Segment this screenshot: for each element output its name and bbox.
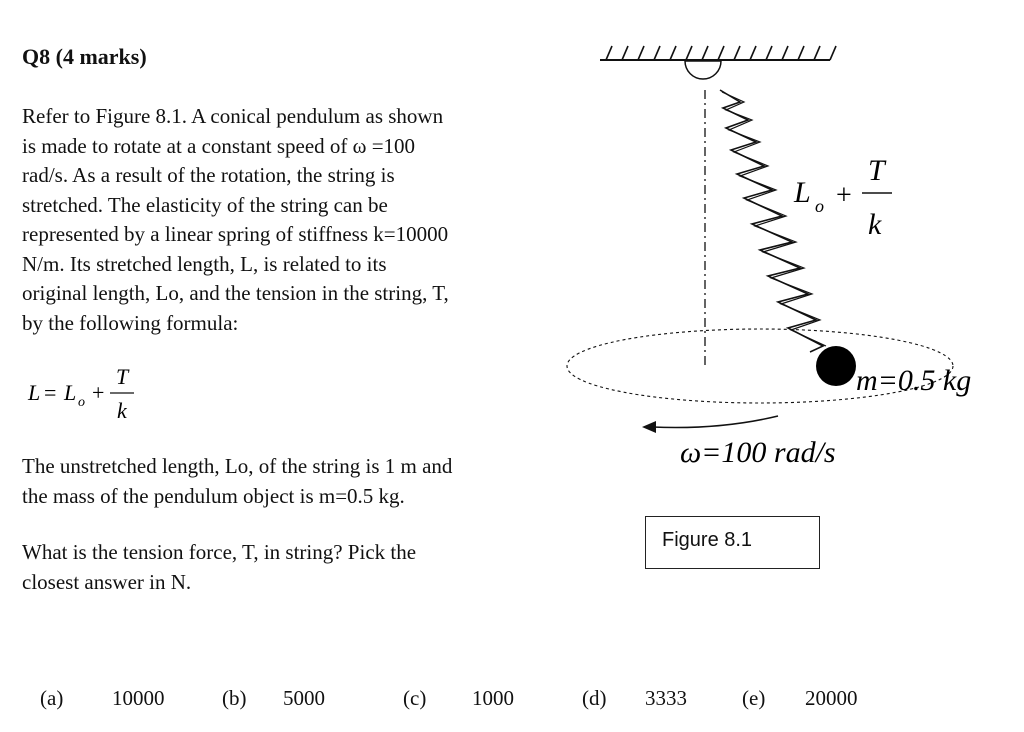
formula-l0-sub: o <box>78 395 85 410</box>
option-b-letter: (b) <box>222 686 247 710</box>
option-c-value: 1000 <box>472 686 514 710</box>
option-d-value: 3333 <box>645 686 687 710</box>
formula-denominator: k <box>117 398 127 423</box>
question-paragraph-2: The unstretched length, Lo, of the string is 1 m and the mass of the pendulum object is m=0.5 kg. <box>22 454 453 508</box>
option-a-letter: (a) <box>40 686 64 710</box>
mass-label: m=0.5 kg <box>856 364 972 397</box>
spring-label-l: L <box>794 176 811 209</box>
question-paragraph-3: What is the tension force, T, in string? Pick the closest answer in N. <box>22 540 417 594</box>
rotation-arrow-head <box>642 421 656 433</box>
rotation-arrow <box>652 416 778 428</box>
option-e-value: 20000 <box>805 686 858 710</box>
option-d-letter: (d) <box>582 686 607 710</box>
question-title: Q8 (4 marks) <box>22 44 147 69</box>
option-e-letter: (e) <box>742 686 766 710</box>
spring-label-plus: + <box>836 180 852 211</box>
pendulum-mass <box>816 346 856 386</box>
spring-string-shadow <box>722 92 826 346</box>
spring-label-denominator: k <box>868 208 882 241</box>
pivot-hinge <box>685 61 721 79</box>
length-formula <box>26 360 166 426</box>
figure-caption: Figure 8.1 <box>662 529 753 551</box>
figure-caption-box <box>645 516 820 569</box>
option-a-value: 10000 <box>112 686 165 710</box>
formula-lhs: L <box>28 380 41 405</box>
spring-label-numerator: T <box>868 154 885 187</box>
ceiling-support <box>600 46 836 60</box>
conical-pendulum-figure <box>560 30 1020 480</box>
formula-numerator: T <box>116 364 129 389</box>
question-paragraph-1: Refer to Figure 8.1. A conical pendulum as shown is made to rotate at a constant speed of ω =100 rad/s. As a result of the rotation, the string is stretched. The elasticity of the string can be represented by a linear spring of stiffness k=10000 N/m. Its stretched length, L, is related to its original length, Lo, and the tension in the string, T, by the following formula: <box>22 104 449 335</box>
formula-l0: L <box>64 380 77 405</box>
omega-label: ω=100 rad/s <box>680 436 836 469</box>
option-b-value: 5000 <box>283 686 325 710</box>
option-c-letter: (c) <box>403 686 427 710</box>
formula-plus: + <box>92 380 105 405</box>
spring-label-sub: o <box>815 196 824 216</box>
formula-equals: = <box>44 380 57 405</box>
